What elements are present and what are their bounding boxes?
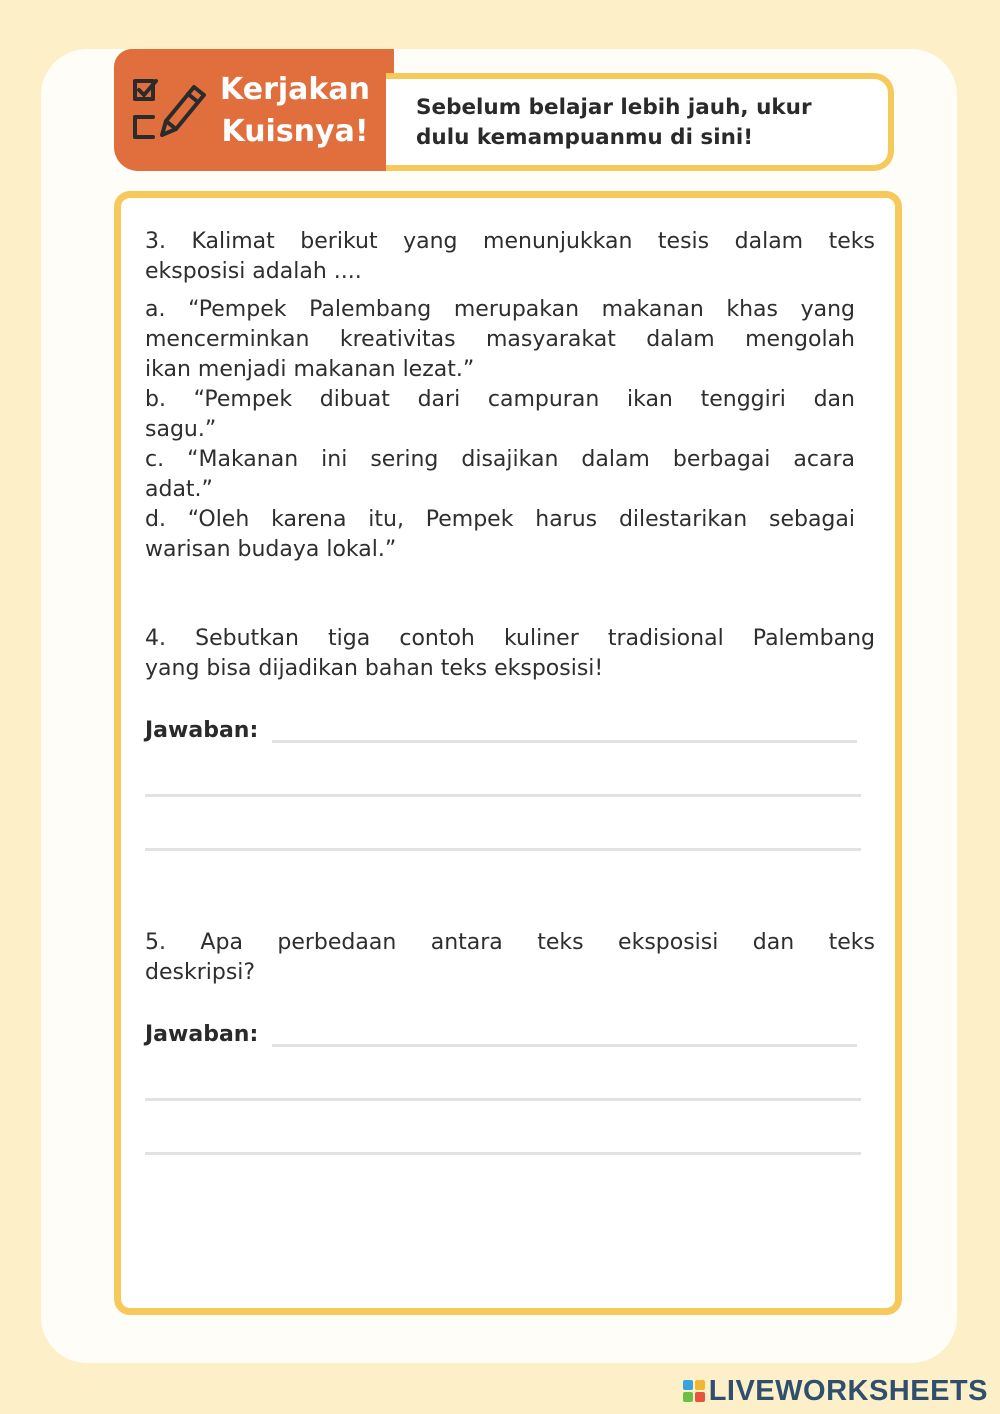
question5-answer-line1[interactable] — [272, 1044, 857, 1047]
option-a-line2: mencerminkan kreativitas masyarakat dalam mengolah — [145, 327, 855, 352]
liveworksheets-logo-icon — [683, 1380, 705, 1402]
liveworksheets-watermark — [683, 1374, 988, 1408]
badge-title-line2: Kuisnya! — [221, 114, 369, 149]
option-c-line2: adat.” — [145, 477, 213, 502]
question5-line2: deskripsi? — [145, 960, 256, 985]
badge-title — [210, 69, 380, 153]
question4-answer-label: Jawaban: — [145, 718, 259, 743]
question5-line1: 5. Apa perbedaan antara teks eksposisi dan teks — [145, 930, 875, 955]
question3-line1: 3. Kalimat berikut yang menunjukkan tesis dalam teks — [145, 229, 875, 254]
option-d-line2: warisan budaya lokal.” — [145, 537, 397, 562]
intro-box — [386, 73, 894, 171]
quiz-frame — [114, 191, 902, 1315]
option-c-line1: c. “Makanan ini sering disajikan dalam berbagai acara — [145, 447, 855, 472]
option-d-line1: d. “Oleh karena itu, Pempek harus dilestarikan sebagai — [145, 507, 855, 532]
question4-answer-line3[interactable] — [145, 848, 861, 851]
question5-answer-line3[interactable] — [145, 1152, 861, 1155]
quiz-badge — [114, 49, 394, 171]
option-b-line1: b. “Pempek dibuat dari campuran ikan tenggiri dan — [145, 387, 855, 412]
intro-line2: dulu kemampuanmu di sini! — [416, 125, 754, 150]
question3-line2: eksposisi adalah .... — [145, 259, 362, 284]
watermark-text: LIVEWORKSHEETS — [708, 1374, 988, 1407]
intro-line1: Sebelum belajar lebih jauh, ukur — [416, 95, 812, 120]
option-b-line2: sagu.” — [145, 417, 217, 442]
question4-answer-line1[interactable] — [272, 740, 857, 743]
checklist-pencil-icon — [132, 77, 212, 143]
question5-answer-line2[interactable] — [145, 1098, 861, 1101]
option-a-line1: a. “Pempek Palembang merupakan makanan khas yang — [145, 297, 855, 322]
badge-title-line1: Kerjakan — [220, 72, 370, 107]
option-a-line3: ikan menjadi makanan lezat.” — [145, 357, 475, 382]
question4-line2: yang bisa dijadikan bahan teks eksposisi! — [145, 656, 604, 681]
intro-text — [416, 93, 876, 153]
question4-answer-line2[interactable] — [145, 794, 861, 797]
question5-answer-label: Jawaban: — [145, 1022, 259, 1047]
question4-line1: 4. Sebutkan tiga contoh kuliner tradisional Palembang — [145, 626, 875, 651]
